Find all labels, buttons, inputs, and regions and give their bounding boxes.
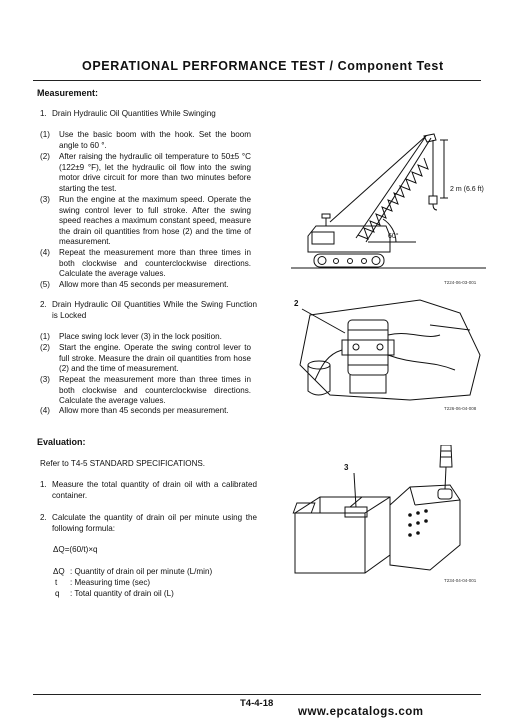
- page-title: OPERATIONAL PERFORMANCE TEST / Component Test: [82, 59, 444, 73]
- boom-height-label: 2 m (6.6 ft): [450, 186, 484, 193]
- evaluation-heading: Evaluation:: [37, 437, 86, 447]
- swing-lock-illustration: [290, 445, 485, 580]
- swing-motor-illustration: [290, 295, 485, 405]
- page-number: T4-4-18: [240, 698, 274, 709]
- watermark-url[interactable]: www.epcatalogs.com: [298, 706, 424, 718]
- hose-callout: 2: [294, 299, 299, 308]
- evaluation-reference: Refer to T4-5 STANDARD SPECIFICATIONS.: [40, 459, 206, 468]
- legend-dq-symbol: ΔQ: [53, 567, 65, 576]
- crane-illustration: [286, 118, 486, 283]
- legend-t-symbol: t: [55, 578, 58, 587]
- formula: ΔQ=(60/t)×q: [53, 545, 98, 554]
- lock-lever-callout: 3: [344, 463, 349, 472]
- measurement-heading: Measurement:: [37, 88, 99, 98]
- boom-angle-label: 60°: [388, 233, 399, 240]
- lever-figure-id: T234-04-04-001: [444, 578, 477, 583]
- header-rule: [33, 80, 481, 81]
- motor-figure-id: T226-06-04-008: [444, 406, 477, 411]
- legend-dq-desc: : Quantity of drain oil per minute (L/min): [70, 567, 213, 576]
- footer-rule: [33, 694, 481, 695]
- legend-q-desc: : Total quantity of drain oil (L): [70, 589, 174, 598]
- legend-t-desc: : Measuring time (sec): [70, 578, 151, 587]
- legend-q-symbol: q: [55, 589, 60, 598]
- crane-figure-id: T224-06-03-001: [444, 280, 477, 285]
